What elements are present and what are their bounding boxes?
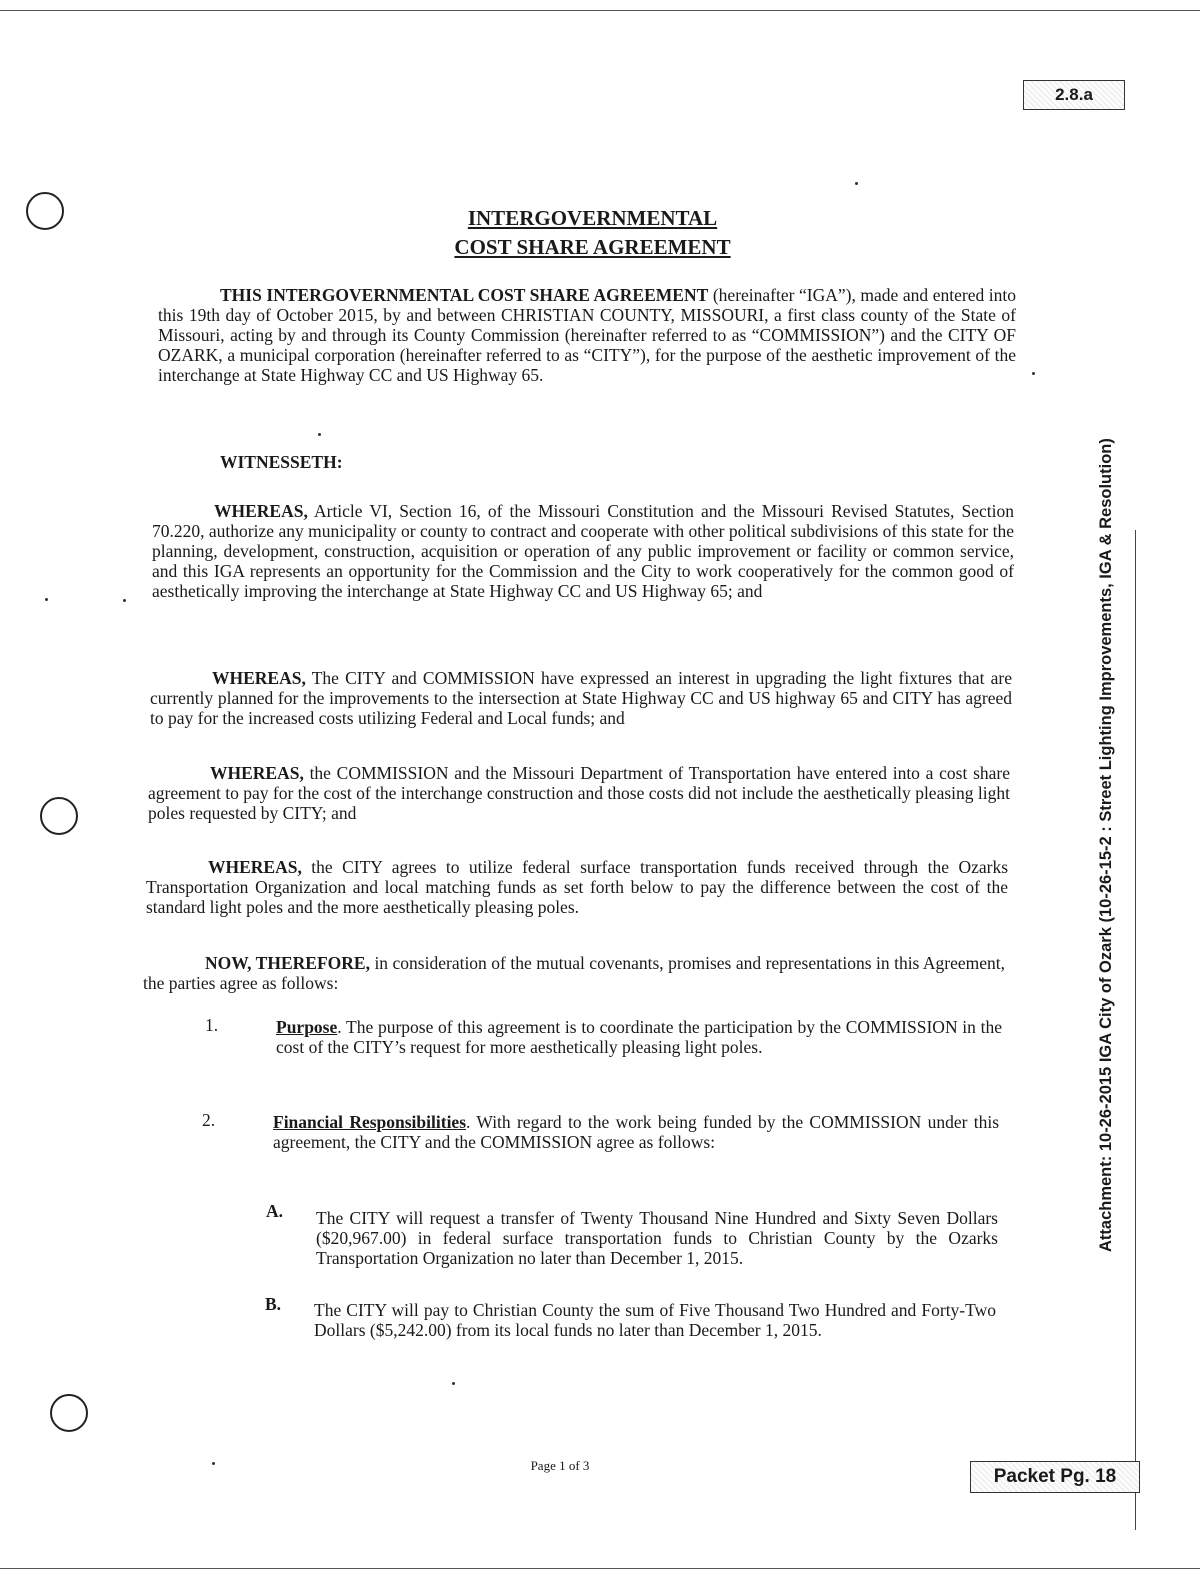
item-body: . With regard to the work being funded by the COMMISSION under this agreement, the CITY and the COMMISSION agree as follows: bbox=[273, 1112, 1000, 1152]
whereas-lead: WHEREAS, bbox=[210, 763, 304, 783]
scan-speck bbox=[1032, 372, 1035, 375]
item-number: 1. bbox=[205, 1015, 219, 1035]
intro-paragraph bbox=[158, 285, 1016, 385]
whereas-body: the COMMISSION and the Missouri Department of Transportation have entered into a cost share agreement to pay for the cost of the interchange construction and those costs did not include the aesthetically pleasing light poles requested by CITY; and bbox=[148, 763, 1010, 823]
scan-speck bbox=[452, 1382, 455, 1385]
whereas-body: The CITY and COMMISSION have expressed an interest in upgrading the light fixtures that are currently planned for the improvements to the intersection at State Highway CC and US highway 65 and CITY has agreed to pay for the increased costs utilizing Federal and Local funds; and bbox=[150, 668, 1012, 728]
subitem-letter: B. bbox=[265, 1294, 282, 1314]
whereas-paragraph bbox=[152, 501, 1014, 601]
item-number: 2. bbox=[202, 1110, 216, 1130]
witnesseth-heading: WITNESSETH: bbox=[220, 452, 343, 472]
therefore-body: in consideration of the mutual covenants, promises and representations in this Agreement, the parties agree as follows: bbox=[143, 953, 1005, 993]
top-scan-edge bbox=[0, 10, 1200, 11]
intro-lead: THIS INTERGOVERNMENTAL COST SHARE AGREEMENT bbox=[220, 285, 709, 305]
subitem-a: The CITY will request a transfer of Twenty Thousand Nine Hundred and Sixty Seven Dollars ($20,967.00) in federal surface transportation funds to Christian County by the Ozarks Transportation Organization no later than December 1, 2015. bbox=[316, 1208, 998, 1268]
purpose-item bbox=[276, 1017, 1002, 1057]
subitem-letter: A. bbox=[266, 1201, 284, 1221]
scan-speck bbox=[45, 598, 48, 601]
whereas-paragraph bbox=[148, 763, 1010, 823]
attachment-side-label: Attachment: 10-26-2015 IGA City of Ozark (10-26-15-2 : Street Lighting Improvements, IGA & Resolution) bbox=[1097, 438, 1115, 1252]
whereas-paragraph bbox=[150, 668, 1012, 728]
item-heading: Financial Responsibilities bbox=[273, 1112, 467, 1132]
therefore-lead: NOW, THEREFORE, bbox=[205, 953, 370, 973]
page-number: Page 1 of 3 bbox=[530, 1458, 590, 1473]
whereas-lead: WHEREAS, bbox=[214, 501, 308, 521]
bottom-scan-edge bbox=[0, 1568, 1200, 1569]
agenda-tag: 2.8.a bbox=[1023, 80, 1125, 110]
document-title-line-2: COST SHARE AGREEMENT bbox=[454, 235, 731, 259]
intro-body: (hereinafter “IGA”), made and entered into this 19th day of October 2015, by and between CHRISTIAN COUNTY, MISSOURI, a first class county of the State of Missouri, acting by and through its County Commission (hereinafter referred to as “COMMISSION”) and the CITY OF OZARK, a municipal corporation (hereinafter referred to as “CITY”), for the purpose of the aesthetic improvement of the interchange at State Highway CC and US Highway 65. bbox=[158, 285, 1016, 385]
document-title-line-1: INTERGOVERNMENTAL bbox=[467, 206, 718, 230]
financial-item bbox=[273, 1112, 999, 1152]
punch-hole bbox=[50, 1394, 88, 1432]
whereas-body: Article VI, Section 16, of the Missouri Constitution and the Missouri Revised Statutes, Section 70.220, authorize any municipality or county to contract and cooperate with other political subdivisions of this state for the planning, development, construction, acquisition or operation of any public improvement or facility or common service, and this IGA represents an opportunity for the Commission and the City to work cooperatively for the common good of aesthetically improving the interchange at State Highway CC and US Highway 65; and bbox=[152, 501, 1014, 601]
item-body: . The purpose of this agreement is to coordinate the participation by the COMMISSION in the cost of the CITY’s request for more aesthetically pleasing light poles. bbox=[276, 1017, 1002, 1057]
whereas-body: the CITY agrees to utilize federal surface transportation funds received through the Ozarks Transportation Organization and local matching funds as set forth below to pay the difference between the cost of the standard light poles and the more aesthetically pleasing poles. bbox=[146, 857, 1008, 917]
packet-page-tag: Packet Pg. 18 bbox=[970, 1461, 1140, 1493]
scan-speck bbox=[318, 433, 321, 436]
whereas-lead: WHEREAS, bbox=[208, 857, 302, 877]
whereas-paragraph bbox=[146, 857, 1008, 917]
scan-speck bbox=[855, 182, 858, 185]
scan-speck bbox=[123, 599, 126, 602]
item-heading: Purpose bbox=[276, 1017, 338, 1037]
margin-rule bbox=[1135, 530, 1136, 1530]
therefore-paragraph bbox=[143, 953, 1005, 993]
subitem-b: The CITY will pay to Christian County the sum of Five Thousand Two Hundred and Forty-Two Dollars ($5,242.00) from its local funds no later than December 1, 2015. bbox=[314, 1300, 996, 1340]
whereas-lead: WHEREAS, bbox=[212, 668, 306, 688]
punch-hole bbox=[40, 797, 78, 835]
